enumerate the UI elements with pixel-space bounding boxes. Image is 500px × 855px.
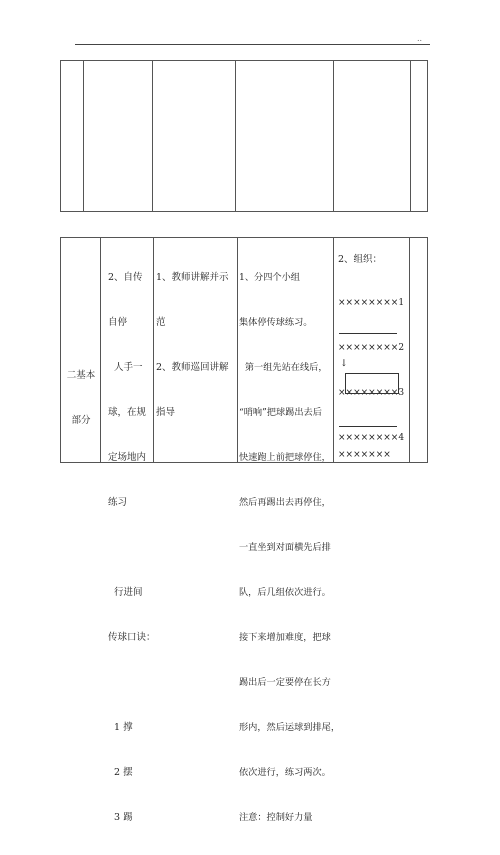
col-divider — [237, 238, 238, 462]
student-line: 接下来增加难度，把球 — [239, 632, 331, 643]
upper-table — [60, 60, 428, 212]
upper-col-divider — [83, 61, 84, 211]
section-label — [63, 338, 99, 458]
lesson-table — [60, 237, 428, 823]
org-formation — [338, 266, 404, 476]
formation-row: ××××××××3 — [338, 388, 405, 398]
start-line — [339, 333, 397, 334]
student-line: 依次进行，练习两次。 — [239, 767, 331, 778]
content-cell — [108, 240, 156, 855]
col-divider — [409, 238, 410, 462]
student-line: “哨响”把球踢出去后 — [239, 407, 322, 418]
student-line: 形内，然后运球到排尾， — [239, 722, 341, 733]
content-line: 定场地内 — [108, 452, 147, 463]
content-line: 球，在规 — [108, 407, 147, 418]
content-line: 3 踢 — [108, 812, 133, 823]
student-line: 快速跑上前把球停住， — [239, 452, 331, 463]
content-line: 2、自传 — [108, 272, 143, 283]
formation-row: ××××××××4 — [338, 433, 405, 443]
content-line: 1 撑 — [108, 722, 133, 733]
formation-bottom-row: ××××××× — [338, 450, 391, 460]
stop-rectangle — [345, 373, 399, 394]
student-line: 注意：控制好力量 — [239, 812, 313, 823]
org-title: 2、组织： — [338, 254, 383, 265]
header-mark: .. — [417, 34, 423, 43]
content-line — [108, 675, 156, 690]
upper-col-divider — [333, 61, 334, 211]
upper-col-divider — [235, 61, 236, 211]
upper-col-divider — [152, 61, 153, 211]
section-label-line: 部分 — [71, 415, 91, 426]
student-cell — [239, 240, 340, 855]
student-line: 队，后几组依次进行。 — [239, 587, 331, 598]
section-label-line: 二基本 — [66, 370, 96, 381]
down-arrow-icon: ↓ — [340, 358, 348, 369]
teacher-cell — [156, 240, 229, 450]
content-line: 行进间 — [108, 587, 143, 598]
col-divider — [100, 238, 101, 462]
content-line — [108, 540, 156, 555]
student-line: 集体停传球练习。 — [239, 317, 313, 328]
formation-row: ××××××××1 — [338, 298, 405, 308]
teacher-line: 范 — [156, 317, 166, 328]
student-line: 1、分四个小组 — [239, 272, 300, 283]
content-line: 自停 — [108, 317, 128, 328]
student-line: 然后再踢出去再停住， — [239, 497, 331, 508]
content-line: 人手一 — [108, 362, 143, 373]
teacher-line: 1、教师讲解并示 — [156, 272, 229, 283]
content-line: 2 摆 — [108, 767, 133, 778]
header-rule — [75, 44, 430, 45]
teacher-line: 指导 — [156, 407, 176, 418]
student-line: 一直坐到对面横先后排 — [239, 542, 331, 553]
content-line: 练习 — [108, 497, 128, 508]
student-line: 踢出后一定要停在长方 — [239, 677, 331, 688]
student-line: 第一组先站在线后， — [239, 362, 328, 373]
upper-col-divider — [410, 61, 411, 211]
formation-row: ××××××××2 — [338, 343, 405, 353]
end-line — [339, 426, 397, 427]
content-line: 传球口诀： — [108, 632, 156, 643]
teacher-line: 2、教师巡回讲解 — [156, 362, 229, 373]
